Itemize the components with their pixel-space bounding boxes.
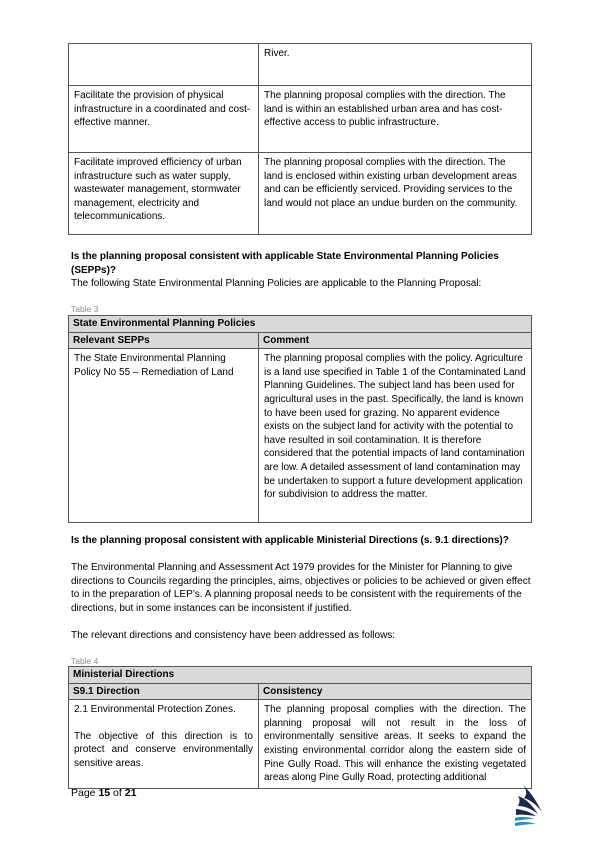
table-cell: The planning proposal complies with the policy. Agriculture is a land use specified in Table 1 of the Contaminated Land Planning Guidelines. The subject land has been used for agricultural uses in the past. Specifically, the land is known to have been used for grazing. No apparent evidence exists on the subject land for activity with the potential to have resulted in soil contamination. It is therefore considered that the potential impacts of land contamination are low. A detailed assessment of land contamination may be undertaken to support a future development application for subdivision to address the matter. [259, 349, 532, 523]
table-caption: Table 4 [71, 656, 99, 666]
column-header: Relevant SEPPs [69, 332, 259, 349]
column-header: S9.1 Direction [69, 683, 259, 700]
page-number [71, 787, 136, 801]
column-header: Comment [259, 332, 532, 349]
table-title-row [69, 316, 532, 333]
table-cell: The planning proposal complies with the direction. The land is within an established urban area and has cost-effective access to public infrastructure. [259, 86, 532, 153]
table-row [69, 700, 532, 789]
table-cell: Facilitate improved efficiency of urban infrastructure such as water supply, wastewater management, stormwater management, electricity and telecommunications. [69, 153, 259, 235]
table-title: Ministerial Directions [69, 667, 532, 684]
table-caption: Table 3 [71, 304, 99, 314]
direction-objective: The objective of this direction is to protect and conserve environmentally sensitive areas. [74, 730, 253, 769]
sepp-table [68, 315, 532, 523]
table-row [69, 44, 532, 86]
table-header-row [69, 683, 532, 700]
page-separator: of [110, 787, 125, 799]
table-cell: Facilitate the provision of physical infrastructure in a coordinated and cost-effective manner. [69, 86, 259, 153]
table-cell: River. [259, 44, 532, 86]
table-cell: The planning proposal complies with the direction. The land is enclosed within existing urban development areas and can be efficiently serviced. Providing services to the land would not place an undue burden on the community. [259, 153, 532, 235]
table-cell: The planning proposal complies with the direction. The planning proposal will not result in the loss of environmentally sensitive areas. It seeks to expand the existing environmental corridor along the eastern side of Pine Gully Road. This will enhance the existing vegetated areas along Pine Gully Road, protecting additional [259, 700, 532, 789]
table-cell [69, 700, 259, 789]
direction-title: 2.1 Environmental Protection Zones. [74, 704, 236, 716]
sepp-heading: Is the planning proposal consistent with applicable State Environmental Planning Policies (SEPPs)? [71, 251, 499, 276]
ministerial-paragraph: The Environmental Planning and Assessment Act 1979 provides for the Minister for Planning to give directions to Councils regarding the principles, aims, objectives or policies to be achieved or given effect to in the preparation of LEP’s. A planning proposal needs to be consistent with the requirements of the directions, but in some instances can be inconsistent if justified. [71, 562, 531, 614]
total-pages: 21 [124, 787, 137, 799]
council-logo-icon [514, 782, 544, 826]
table-header-row [69, 332, 532, 349]
table-row [69, 153, 532, 235]
table-row [69, 349, 532, 523]
page-prefix: Page [71, 787, 99, 799]
infrastructure-table [68, 43, 532, 235]
ministerial-intro: The relevant directions and consistency have been addressed as follows: [71, 630, 396, 641]
table-cell: The State Environmental Planning Policy No 55 – Remediation of Land [69, 349, 259, 523]
ministerial-table [68, 666, 532, 789]
table-row [69, 86, 532, 153]
sepp-intro: The following State Environmental Planning Policies are applicable to the Planning Proposal: [71, 278, 482, 289]
table-title-row [69, 667, 532, 684]
current-page: 15 [98, 787, 111, 799]
table-cell [69, 44, 259, 86]
column-header: Consistency [259, 683, 532, 700]
table-title: State Environmental Planning Policies [69, 316, 532, 333]
ministerial-heading: Is the planning proposal consistent with applicable Ministerial Directions (s. 9.1 directions)? [71, 535, 509, 546]
